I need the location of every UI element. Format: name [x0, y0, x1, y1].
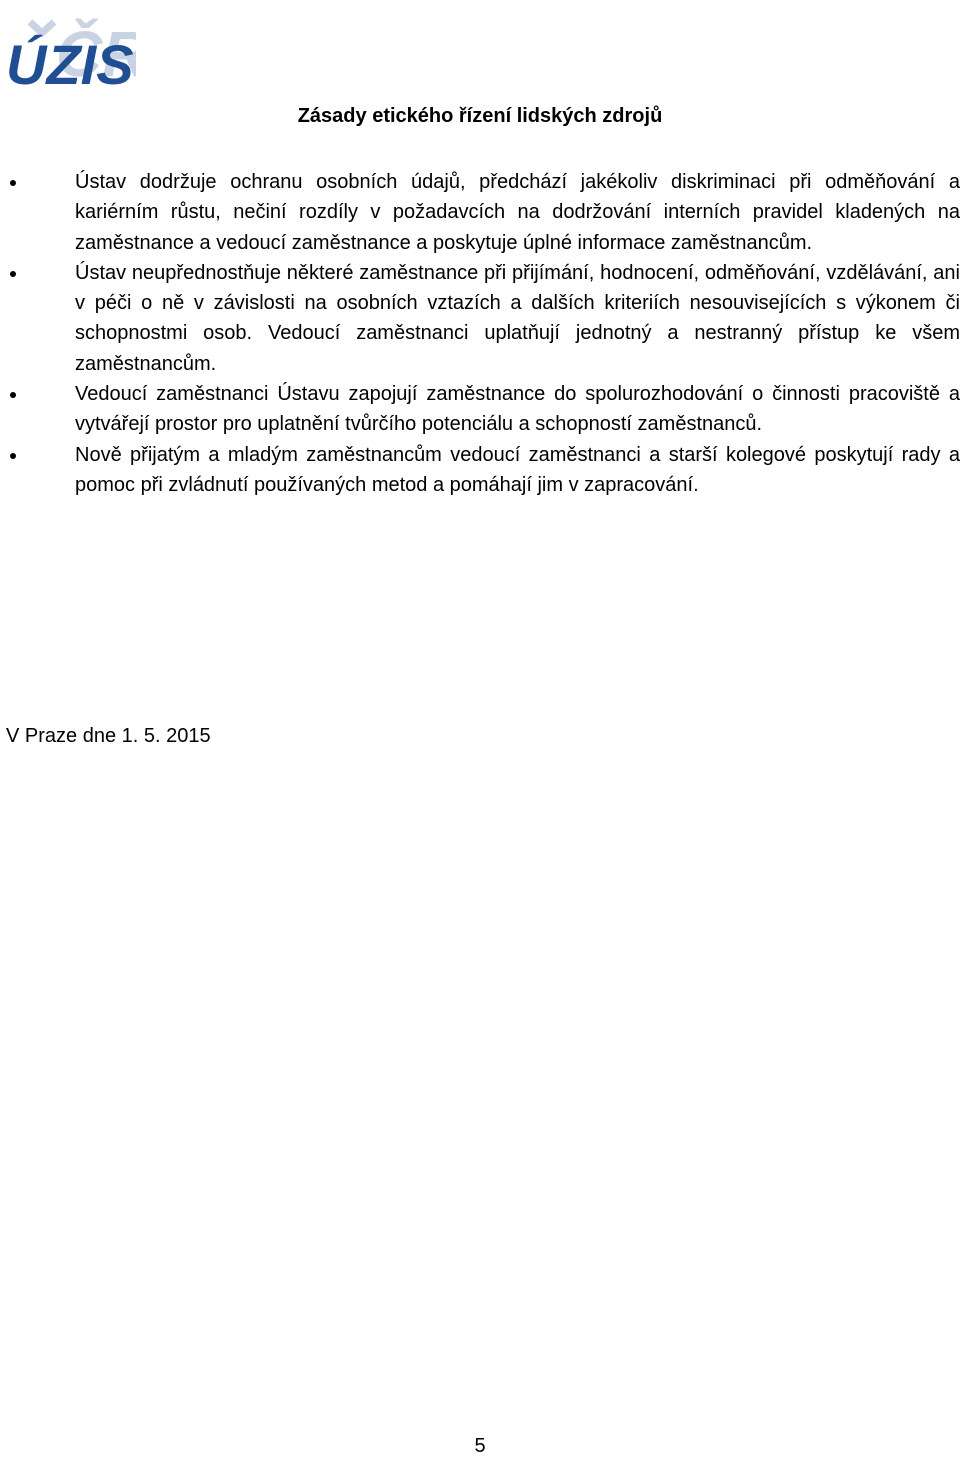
date-line: V Praze dne 1. 5. 2015: [6, 725, 211, 747]
list-item-text: Vedoucí zaměstnanci Ústavu zapojují zaměstnance do spolurozhodování o činnosti pracoviště a vytvářejí prostor pro uplatnění tvůrčího potenciálu a schopností zaměstnanců.: [75, 383, 960, 436]
logo-watermark-text: Č: [56, 18, 103, 90]
list-item: [0, 167, 960, 258]
logo-text: ÚZIS: [6, 33, 134, 96]
page-number: 5: [474, 1435, 486, 1457]
bullet-icon: [10, 392, 16, 398]
uzis-logo-graphic: [4, 4, 136, 96]
logo-watermark-caron: [30, 22, 54, 33]
uzis-logo: [4, 4, 136, 96]
document-title: Zásady etického řízení lidských zdrojů: [297, 105, 663, 127]
list-item-text: Ústav neupřednostňuje některé zaměstnance při přijímání, hodnocení, odměňování, vzdělávání, ani v péči o ně v závislosti na osobních vztazích a dalších kriteriích nesouvisejících s výkonem či schopnostmi osob. Vedoucí zaměstnanci uplatňují jednotný a nestranný přístup ke všem zaměstnancům.: [75, 261, 960, 375]
list-item: [0, 258, 960, 379]
bullet-icon: [10, 271, 16, 277]
bullet-icon: [10, 453, 16, 459]
list-item-text: Nově přijatým a mladým zaměstnancům vedoucí zaměstnanci a starší kolegové poskytují rady a pomoc při zvládnutí používaných metod a pomáhají jim v zapracování.: [75, 443, 960, 496]
list-item: [0, 379, 960, 440]
list-item-text: Ústav dodržuje ochranu osobních údajů, předchází jakékoliv diskriminaci při odměňování a kariérním růstu, nečiní rozdíly v požadavcích na dodržování interních pravidel kladených na zaměstnance a vedoucí zaměstnance a poskytuje úplné informace zaměstnancům.: [75, 171, 960, 254]
principles-list: [0, 167, 960, 500]
list-item: [0, 440, 960, 501]
bullet-icon: [10, 180, 16, 186]
